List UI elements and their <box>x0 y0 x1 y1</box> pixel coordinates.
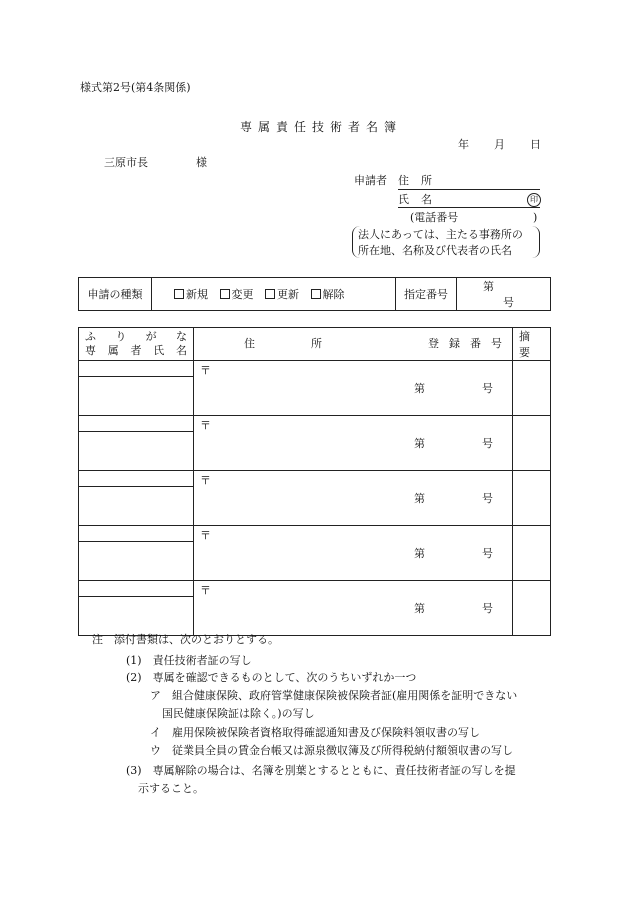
applicant-address-line <box>398 189 540 190</box>
row-remarks-cell[interactable] <box>513 526 551 581</box>
notes-item-2c: ウ 従業員全員の賃金台帳又は源泉徴収簿及び所得税納付額領収書の写し <box>150 744 513 757</box>
designation-number-suffix: 号 <box>503 296 514 309</box>
checkbox-icon[interactable] <box>174 289 184 299</box>
option-new[interactable]: 新規 <box>174 288 208 301</box>
corp-note-line1: 法人にあっては、主たる事務所の <box>358 228 523 241</box>
header-reg-no: 登録番号 <box>428 337 512 350</box>
header-name-cell <box>79 328 194 361</box>
reg-prefix: 第 <box>414 382 425 395</box>
row-address-cell[interactable] <box>194 361 513 416</box>
designation-label: 指定番号 <box>404 288 448 301</box>
addressee-name: 三原市長 <box>104 156 148 169</box>
date-month: 月 <box>494 138 505 151</box>
reg-suffix: 号 <box>482 602 493 615</box>
table-row <box>79 526 551 581</box>
header-char: な <box>175 330 187 343</box>
application-type-label-cell <box>79 278 152 311</box>
reg-suffix: 号 <box>482 492 493 505</box>
row-address-cell[interactable] <box>194 471 513 526</box>
reg-prefix: 第 <box>414 437 425 450</box>
notes-item-1: (1) 責任技術者証の写し <box>126 654 252 667</box>
furigana-field[interactable] <box>79 581 193 597</box>
postal-mark: 〒 <box>200 419 211 432</box>
notes-intro: 注 添付書類は、次のとおりとする。 <box>92 633 279 646</box>
header-char: ふ <box>85 330 96 343</box>
row-address-cell[interactable] <box>194 581 513 636</box>
header-remarks-cell <box>513 328 551 361</box>
row-remarks-cell[interactable] <box>513 361 551 416</box>
header-char: 者 <box>130 344 142 357</box>
row-name-cell[interactable] <box>79 581 194 636</box>
reg-prefix: 第 <box>414 602 425 615</box>
postal-mark: 〒 <box>200 474 211 487</box>
row-remarks-cell[interactable] <box>513 416 551 471</box>
application-type-table <box>78 277 551 311</box>
name-field[interactable] <box>79 377 193 415</box>
reg-suffix: 号 <box>482 382 493 395</box>
reg-prefix: 第 <box>414 492 425 505</box>
row-name-cell[interactable] <box>79 416 194 471</box>
applicant-name-label: 氏名 <box>398 193 444 206</box>
row-name-cell[interactable] <box>79 526 194 581</box>
postal-mark: 〒 <box>200 529 211 542</box>
row-name-cell[interactable] <box>79 471 194 526</box>
corp-note-line2: 所在地、名称及び代表者の氏名 <box>358 244 512 257</box>
checkbox-icon[interactable] <box>311 289 321 299</box>
option-cancel[interactable]: 解除 <box>311 288 345 301</box>
notes-item-2: (2) 専属を確認できるものとして、次のうちいずれか一つ <box>126 671 417 684</box>
notes-item-2a-line2: 国民健康保険証は除く。)の写し <box>162 707 315 720</box>
application-options-cell <box>152 278 396 311</box>
reg-prefix: 第 <box>414 547 425 560</box>
header-address: 住所 <box>244 337 378 350</box>
designation-label-cell <box>396 278 457 311</box>
checkbox-icon[interactable] <box>265 289 275 299</box>
phone-label: (電話番号 <box>410 211 459 224</box>
header-name <box>85 344 187 358</box>
applicant-name-line <box>398 207 540 208</box>
table-row <box>79 361 551 416</box>
furigana-field[interactable] <box>79 471 193 487</box>
notes-item-2a-line1: ア 組合健康保険、政府管掌健康保険被保険者証(雇用関係を証明できない <box>150 689 518 702</box>
applicant-address-label: 住所 <box>398 174 444 187</box>
row-remarks-cell[interactable] <box>513 471 551 526</box>
reg-suffix: 号 <box>482 437 493 450</box>
date-day: 日 <box>530 138 541 151</box>
name-field[interactable] <box>79 487 193 525</box>
header-char: 名 <box>176 344 187 357</box>
name-field[interactable] <box>79 432 193 470</box>
application-type-label: 申請の種類 <box>87 288 143 301</box>
roster-table <box>78 327 551 636</box>
notes-item-2b: イ 雇用保険被保険者資格取得確認通知書及び保険料領収書の写し <box>150 726 480 739</box>
designation-number-prefix: 第 <box>483 280 494 293</box>
row-address-cell[interactable] <box>194 526 513 581</box>
header-remarks: 摘要 <box>519 330 542 359</box>
furigana-field[interactable] <box>79 416 193 432</box>
postal-mark: 〒 <box>200 364 211 377</box>
header-char: 氏 <box>153 344 165 357</box>
postal-mark: 〒 <box>200 584 211 597</box>
row-address-cell[interactable] <box>194 416 513 471</box>
option-renew[interactable]: 更新 <box>265 288 299 301</box>
furigana-field[interactable] <box>79 361 193 377</box>
table-row <box>79 581 551 636</box>
roster-header-row <box>79 328 551 361</box>
header-char: り <box>115 330 127 343</box>
page-title: 専属責任技術者名簿 <box>240 120 403 134</box>
name-field[interactable] <box>79 542 193 580</box>
notes-item-3-line1: (3) 専属解除の場合は、名簿を別葉とするとともに、責任技術者証の写しを提 <box>126 764 516 777</box>
reg-suffix: 号 <box>482 547 493 560</box>
header-address-regno-cell <box>194 328 513 361</box>
applicant-label: 申請者 <box>354 174 387 187</box>
date-year: 年 <box>458 138 469 151</box>
row-remarks-cell[interactable] <box>513 581 551 636</box>
seal-icon: 印 <box>527 193 541 207</box>
phone-close: ) <box>533 211 538 224</box>
notes-item-3-line2: 示すること。 <box>138 782 204 795</box>
table-row <box>79 471 551 526</box>
header-char: が <box>145 330 157 343</box>
name-field[interactable] <box>79 597 193 635</box>
option-change[interactable]: 変更 <box>220 288 254 301</box>
header-char: 属 <box>107 344 119 357</box>
row-name-cell[interactable] <box>79 361 194 416</box>
furigana-field[interactable] <box>79 526 193 542</box>
table-row <box>79 416 551 471</box>
addressee-honorific: 様 <box>196 156 207 169</box>
designation-number-cell[interactable] <box>457 278 551 311</box>
header-furigana <box>85 330 187 344</box>
form-style-label: 様式第2号(第4条関係) <box>80 81 191 94</box>
checkbox-icon[interactable] <box>220 289 230 299</box>
header-char: 専 <box>85 344 96 357</box>
